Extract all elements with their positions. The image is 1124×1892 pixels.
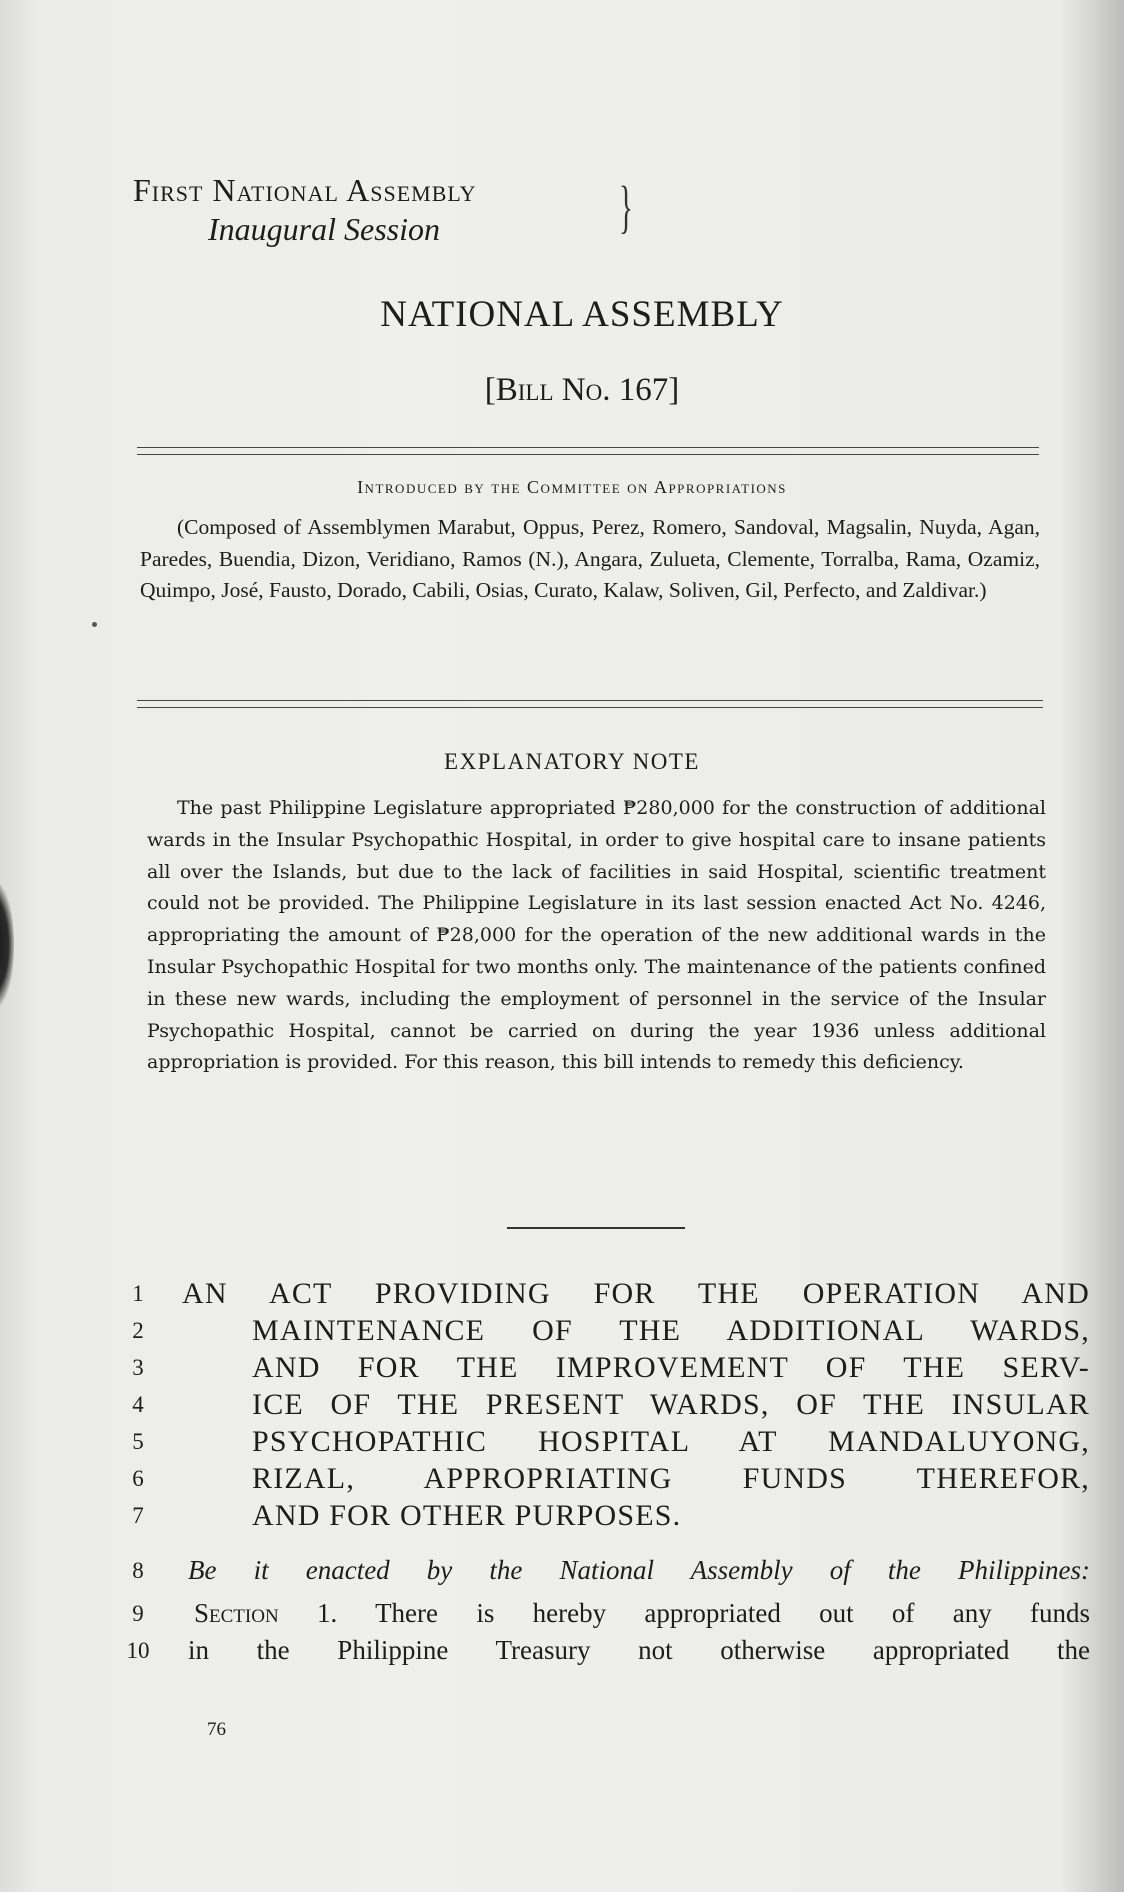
act-title-line: MAINTENANCE OF THE ADDITIONAL WARDS, <box>252 1314 1090 1347</box>
bill-text <box>120 1275 1090 1669</box>
bill-line <box>120 1386 1090 1423</box>
explanatory-note-body: The past Philippine Legislature appropriated ₱280,000 for the construction of additional wards in the Insular Psychopathic Hospital, in order to give hospital care to insane patients all over the Islands, but due to the lack of facilities in said Hospital, scientific treatment could not be provided. The Philippine Legislature in its last session enacted Act No. 4246, appropriating the amount of ₱28,000 for the operation of the new additional wards in the Insular Psychopathic Hospital for two months only. The maintenance of the patients confined in these new wards, including the employment of personnel in the service of the Insular Psychopathic Hospital, cannot be carried on during the year 1936 unless additional appropriation is provided. For this reason, this bill intends to remedy this deficiency. <box>147 797 1046 1074</box>
page-number: 76 <box>207 1719 226 1740</box>
line-number: 2 <box>132 1318 144 1343</box>
line-number: 1 <box>132 1281 144 1306</box>
act-title-line: ICE OF THE PRESENT WARDS, OF THE INSULAR <box>252 1388 1090 1421</box>
divider <box>507 1227 685 1229</box>
line-number: 4 <box>132 1392 144 1417</box>
line-number: 6 <box>132 1466 144 1491</box>
session-header <box>133 172 653 248</box>
act-title-line: AN ACT PROVIDING FOR THE OPERATION AND <box>182 1277 1090 1310</box>
bill-line <box>120 1349 1090 1386</box>
bill-line <box>120 1460 1090 1497</box>
divider <box>137 700 1043 708</box>
bill-line <box>120 1595 1090 1632</box>
divider <box>137 447 1039 455</box>
section-1-line: in the Philippine Treasury not otherwise appropriated the <box>188 1635 1090 1665</box>
bill-line <box>120 1552 1090 1589</box>
margin-mark <box>92 622 97 627</box>
bill-number: [Bill No. 167] <box>484 372 680 408</box>
section-text: There is hereby appropriated out of any funds <box>375 1598 1091 1628</box>
explanatory-note-heading: EXPLANATORY NOTE <box>444 749 700 774</box>
bill-line <box>120 1275 1090 1312</box>
act-title-line: RIZAL, APPROPRIATING FUNDS THEREFOR, <box>252 1462 1090 1495</box>
line-number: 8 <box>132 1558 144 1583</box>
line-number: 3 <box>132 1355 144 1380</box>
bill-line <box>120 1312 1090 1349</box>
page-title: NATIONAL ASSEMBLY <box>380 294 784 335</box>
brace-icon: } <box>618 174 633 239</box>
bill-line <box>120 1632 1090 1669</box>
binding-shadow <box>0 880 14 1010</box>
act-title-line: AND FOR THE IMPROVEMENT OF THE SERV- <box>252 1351 1090 1384</box>
assembly-name: First National Assembly <box>133 172 477 208</box>
section-label: Section 1. <box>194 1598 338 1628</box>
line-number: 7 <box>132 1503 144 1528</box>
bill-line <box>120 1423 1090 1460</box>
section-1-line <box>194 1595 1090 1632</box>
session-name: Inaugural Session <box>208 211 440 247</box>
act-title-line: PSYCHOPATHIC HOSPITAL AT MANDALUYONG, <box>252 1425 1090 1458</box>
bill-line <box>120 1497 1090 1534</box>
line-number: 5 <box>132 1429 144 1454</box>
act-title-line: AND FOR OTHER PURPOSES. <box>252 1499 682 1532</box>
enacting-clause: Be it enacted by the National Assembly of the Philippines: <box>188 1555 1090 1585</box>
line-number: 10 <box>126 1638 150 1663</box>
line-number: 9 <box>132 1601 144 1626</box>
introduced-by: Introduced by the Committee on Appropriations <box>357 477 787 497</box>
composed-of: (Composed of Assemblymen Marabut, Oppus, Perez, Romero, Sandoval, Magsalin, Nuyda, Agan, Paredes, Buendia, Dizon, Veridiano, Ramos (N.), Angara, Zulueta, Clemente, Torralba, Rama, Ozamiz, Quimpo, José, Fausto, Dorado, Cabili, Osias, Curato, Kalaw, Soliven, Gil, Perfecto, and Zaldivar.) <box>140 515 1040 602</box>
